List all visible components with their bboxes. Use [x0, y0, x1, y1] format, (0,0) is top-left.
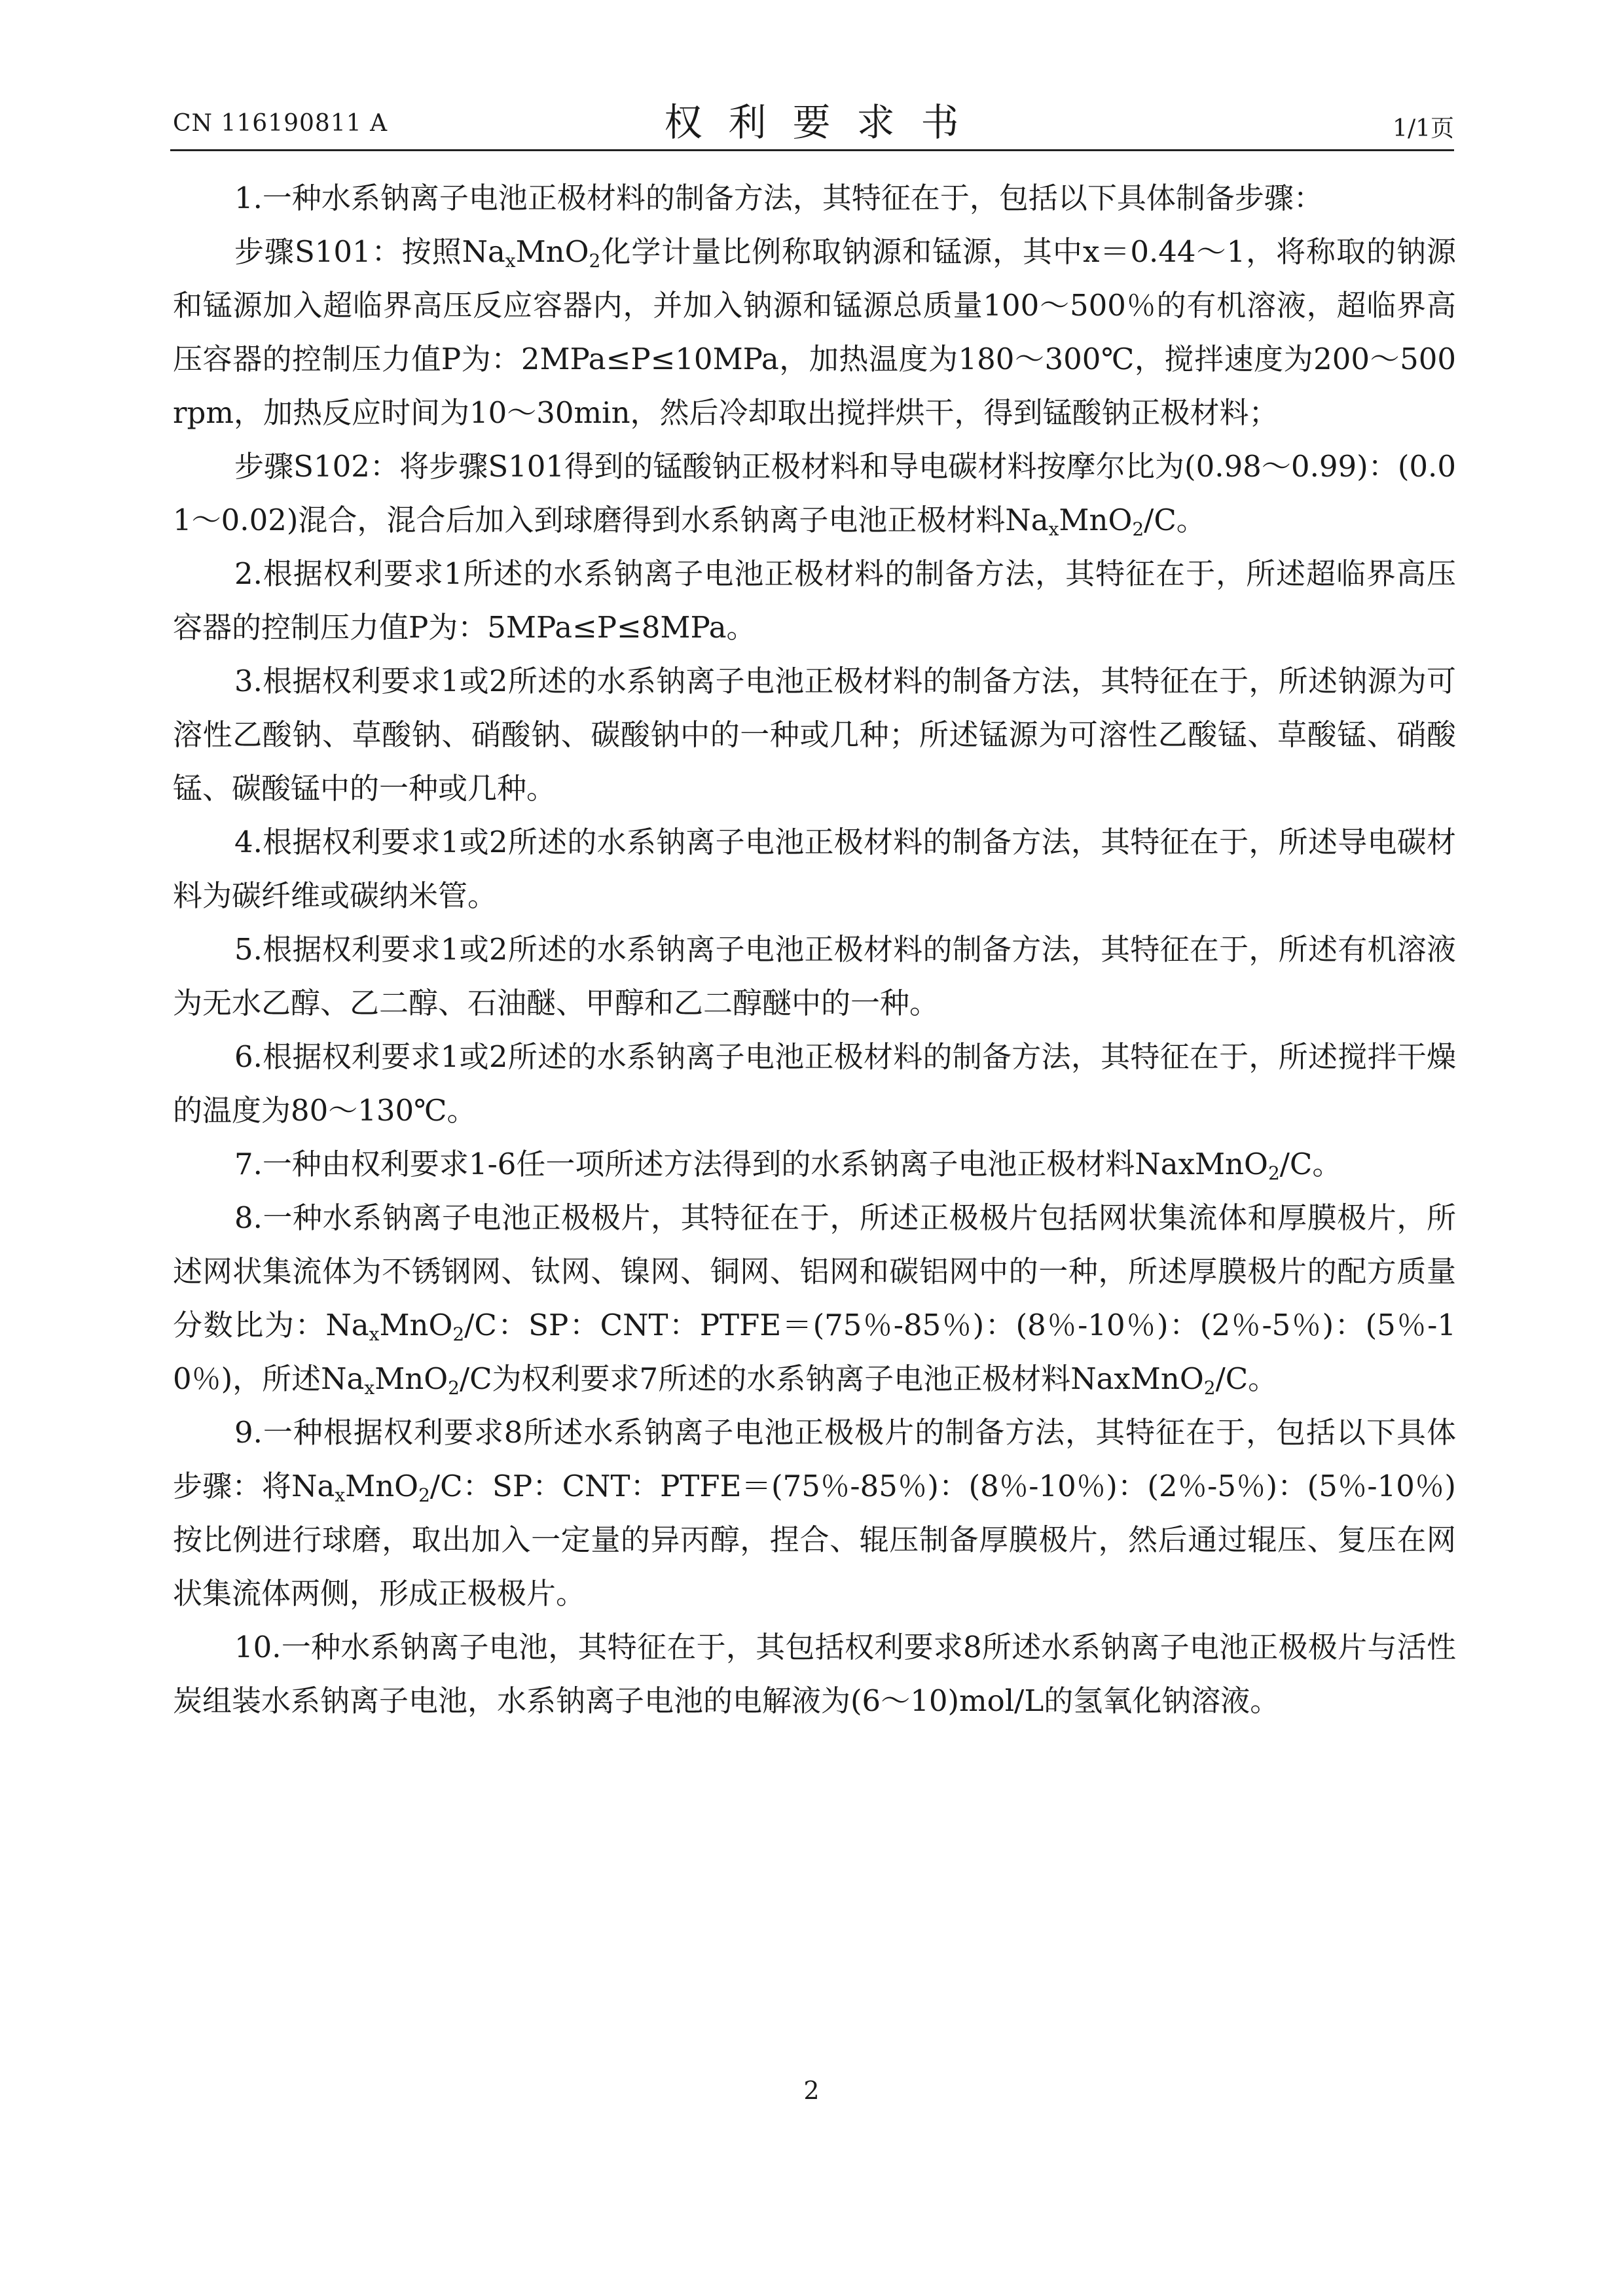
claim-8: 8.一种水系钠离子电池正极极片，其特征在于，所述正极极片包括网状集流体和厚膜极片，所述网状集流体为不锈钢网、钛网、镍网、铜网、铝网和碳铝网中的一种，所述厚膜极片的配方质量分数比为：$Na_xMnO_2/C$：SP：CNT：PTFE＝(75％-85％)：(8％-10％)：(2％-5％)：(5％-10％)，所述$Na_xMnO_2/C$为权利要求7所述的水系钠离子电池正极材料NaxMnO$_2$/C。	[173, 1200, 1456, 1399]
claim-1-step-s101: 步骤S101：按照$Na_xMnO_2$化学计量比例称取钠源和锰源，其中x＝0.44～1，将称取的钠源和锰源加入超临界高压反应容器内，并加入钠源和锰源总质量100～500％的有机溶液，超临界高压容器的控制压力值P为：2MPa≤P≤10MPa，加热温度为180～300℃，搅拌速度为200～500rpm，加热反应时间为10～30min，然后冷却取出搅拌烘干，得到锰酸钠正极材料；	[173, 234, 1456, 430]
claim-1-step-s102: 步骤S102：将步骤S101得到的锰酸钠正极材料和导电碳材料按摩尔比为(0.98～0.99)：(0.01～0.02)混合，混合后加入到球磨得到水系钠离子电池正极材料$Na_xMnO_2/C$。	[173, 449, 1456, 540]
claim-10: 10.一种水系钠离子电池，其特征在于，其包括权利要求8所述水系钠离子电池正极极片与活性炭组装水系钠离子电池，水系钠离子电池的电解液为(6～10)mol/L的氢氧化钠溶液。	[173, 1630, 1456, 1718]
document-title: 权利要求书	[664, 100, 985, 145]
claim-4: 4.根据权利要求1或2所述的水系钠离子电池正极材料的制备方法，其特征在于，所述导电碳材料为碳纤维或碳纳米管。	[173, 825, 1456, 913]
header-divider	[170, 149, 1454, 151]
page-count-label: 1/1页	[1393, 115, 1454, 142]
claim-9: 9.一种根据权利要求8所述水系钠离子电池正极极片的制备方法，其特征在于，包括以下具体步骤：将$Na_xMnO_2/C$：SP：CNT：PTFE＝(75％-85％)：(8％-10％)：(2％-5％)：(5％-10％)按比例进行球磨，取出加入一定量的异丙醇，捏合、辊压制备厚膜极片，然后通过辊压、复压在网状集流体两侧，形成正极极片。	[173, 1415, 1456, 1611]
claim-6: 6.根据权利要求1或2所述的水系钠离子电池正极材料的制备方法，其特征在于，所述搅拌干燥的温度为80～130℃。	[173, 1039, 1456, 1128]
page-number: 2	[803, 2076, 820, 2105]
publication-number: CN 116190811 A	[173, 110, 388, 137]
claims-body	[173, 171, 1456, 1728]
claim-5: 5.根据权利要求1或2所述的水系钠离子电池正极材料的制备方法，其特征在于，所述有机溶液为无水乙醇、乙二醇、石油醚、甲醇和乙二醇醚中的一种。	[173, 932, 1456, 1020]
claim-2: 2.根据权利要求1所述的水系钠离子电池正极材料的制备方法，其特征在于，所述超临界高压容器的控制压力值P为：5MPa≤P≤8MPa。	[173, 556, 1456, 645]
claim-1-intro: 1.一种水系钠离子电池正极材料的制备方法，其特征在于，包括以下具体制备步骤：	[234, 181, 1323, 215]
claim-7: 7.一种由权利要求1-6任一项所述方法得到的水系钠离子电池正极材料NaxMnO$_2$/C。	[234, 1147, 1342, 1184]
claim-3: 3.根据权利要求1或2所述的水系钠离子电池正极材料的制备方法，其特征在于，所述钠源为可溶性乙酸钠、草酸钠、硝酸钠、碳酸钠中的一种或几种；所述锰源为可溶性乙酸锰、草酸锰、硝酸锰、碳酸锰中的一种或几种。	[173, 664, 1456, 806]
